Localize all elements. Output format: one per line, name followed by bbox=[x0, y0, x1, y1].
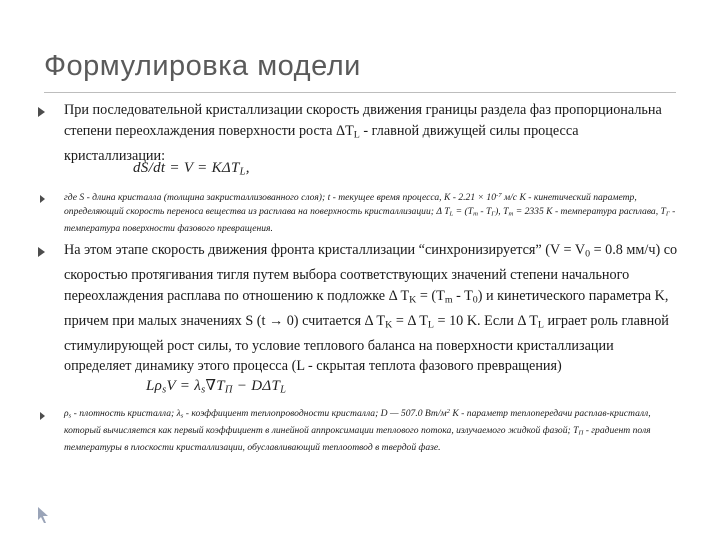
definitions-text: где S - длина кристалла (толщина закристаллизованного слоя); t - текущее время процесса, K - 2.21 × 10 bbox=[64, 192, 496, 204]
slide-nav-arrow-icon[interactable] bbox=[36, 506, 50, 524]
formula-velocity bbox=[133, 160, 250, 178]
paragraph-text: - главной движущей силы процесса кристаллизации: bbox=[64, 122, 579, 164]
subscript: K bbox=[409, 294, 417, 306]
subscript: Π bbox=[578, 429, 584, 437]
definitions-text: - температура поверхности фазового превращения. bbox=[64, 206, 676, 235]
formula-subscript: s bbox=[201, 384, 206, 396]
bullet-arrow-icon bbox=[40, 412, 45, 420]
paragraph-text: При последовательной кристаллизации скорость движения границы раздела фаз пропорциональна степени переохлаждения поверхности роста ΔT bbox=[64, 102, 662, 139]
paragraph-text: = 10 K. Если Δ T bbox=[433, 312, 538, 329]
subscript: Γ bbox=[665, 210, 670, 218]
paragraph-text: На этом этапе скорость движения фронта кристаллизации “синхронизируется” (V = V bbox=[64, 242, 586, 258]
paragraph-text: играет роль главной стимулирующей рост силы, то условие теплового баланса на поверхности кристаллизации определяет динамику этого процесса (L - скрытая теплота фазового превращения) bbox=[64, 312, 669, 375]
superscript: 2 bbox=[446, 408, 450, 415]
formula-subscript: s bbox=[162, 384, 167, 396]
formula-subscript: Π bbox=[224, 384, 233, 396]
subscript: 0 bbox=[585, 248, 591, 260]
formula-text: − DΔT bbox=[232, 378, 281, 394]
formula-subscript: L bbox=[280, 384, 287, 396]
parameters-text: - градиент поля температуры в плоскости кристаллизации, обуславливающий теплоотвод в твердой фазе. bbox=[64, 424, 651, 453]
formula-text: dS/dt = V = KΔT bbox=[133, 160, 240, 176]
subscript: s bbox=[180, 412, 184, 420]
definitions-text: - T bbox=[477, 206, 492, 218]
subscript: L bbox=[449, 210, 454, 218]
paragraph-text: ) и кинетического параметра K, причем при малых значениях S (t → 0) считается Δ T bbox=[64, 287, 669, 329]
subscript: m bbox=[444, 294, 453, 306]
subscript: L bbox=[427, 319, 434, 331]
subscript: Γ bbox=[491, 210, 496, 218]
parameters-text: - коэффициент теплопроводности кристалла; D — 507.0 Вт/м bbox=[183, 408, 447, 420]
subscript: m bbox=[508, 210, 514, 218]
title-divider bbox=[44, 92, 676, 93]
paragraph-text: = Δ T bbox=[392, 312, 428, 329]
parameters-text: K - параметр теплопередачи расплав-кристалл, который вычисляется как первый коэффициент в линейной аппроксимации теплового потока, излучаемого жидкой фазой; T bbox=[64, 408, 651, 436]
superscript: -7 bbox=[496, 192, 502, 199]
subscript: 0 bbox=[472, 294, 478, 306]
formula-text: V = λ bbox=[166, 378, 202, 394]
paragraph-definitions bbox=[64, 189, 682, 236]
formula-heat-balance bbox=[146, 376, 286, 396]
paragraph-text: = 0.8 мм/ч) со скоростью протягивания тигля путем выбора соответствующих значений степени начального переохлаждения расплава по отношению к подложке Δ T bbox=[64, 242, 678, 304]
subscript: L bbox=[537, 319, 544, 331]
slide-title: Формулировка модели bbox=[44, 50, 361, 82]
subscript: s bbox=[68, 412, 72, 420]
bullet-arrow-icon bbox=[38, 107, 45, 117]
definitions-text: ), T bbox=[495, 206, 509, 218]
paragraph-text: - T bbox=[452, 287, 473, 304]
formula-subscript: L bbox=[239, 166, 246, 178]
definitions-text: = (T bbox=[453, 206, 474, 218]
parameters-text: - плотность кристалла; λ bbox=[71, 408, 181, 420]
parameters-text: ρ bbox=[64, 408, 69, 420]
formula-text: ∇T bbox=[205, 378, 225, 394]
bullet-arrow-icon bbox=[38, 247, 45, 257]
subscript: m bbox=[473, 210, 478, 218]
bullet-arrow-icon bbox=[40, 195, 45, 203]
subscript: L bbox=[353, 129, 360, 141]
paragraph-synchronization bbox=[64, 240, 682, 377]
formula-text: , bbox=[245, 160, 250, 176]
subscript: K bbox=[385, 319, 393, 331]
paragraph-text: = (T bbox=[416, 287, 445, 304]
paragraph-heat-parameters bbox=[64, 405, 682, 455]
formula-text: Lρ bbox=[146, 378, 163, 394]
definitions-text: м/с K - кинетический параметр, определяющий скорость переноса вещества из расплава на поверхность кристаллизации; Δ T bbox=[64, 192, 637, 218]
definitions-text: = 2335 K - температура расплава, T bbox=[513, 206, 666, 218]
paragraph-main-statement bbox=[64, 100, 682, 166]
